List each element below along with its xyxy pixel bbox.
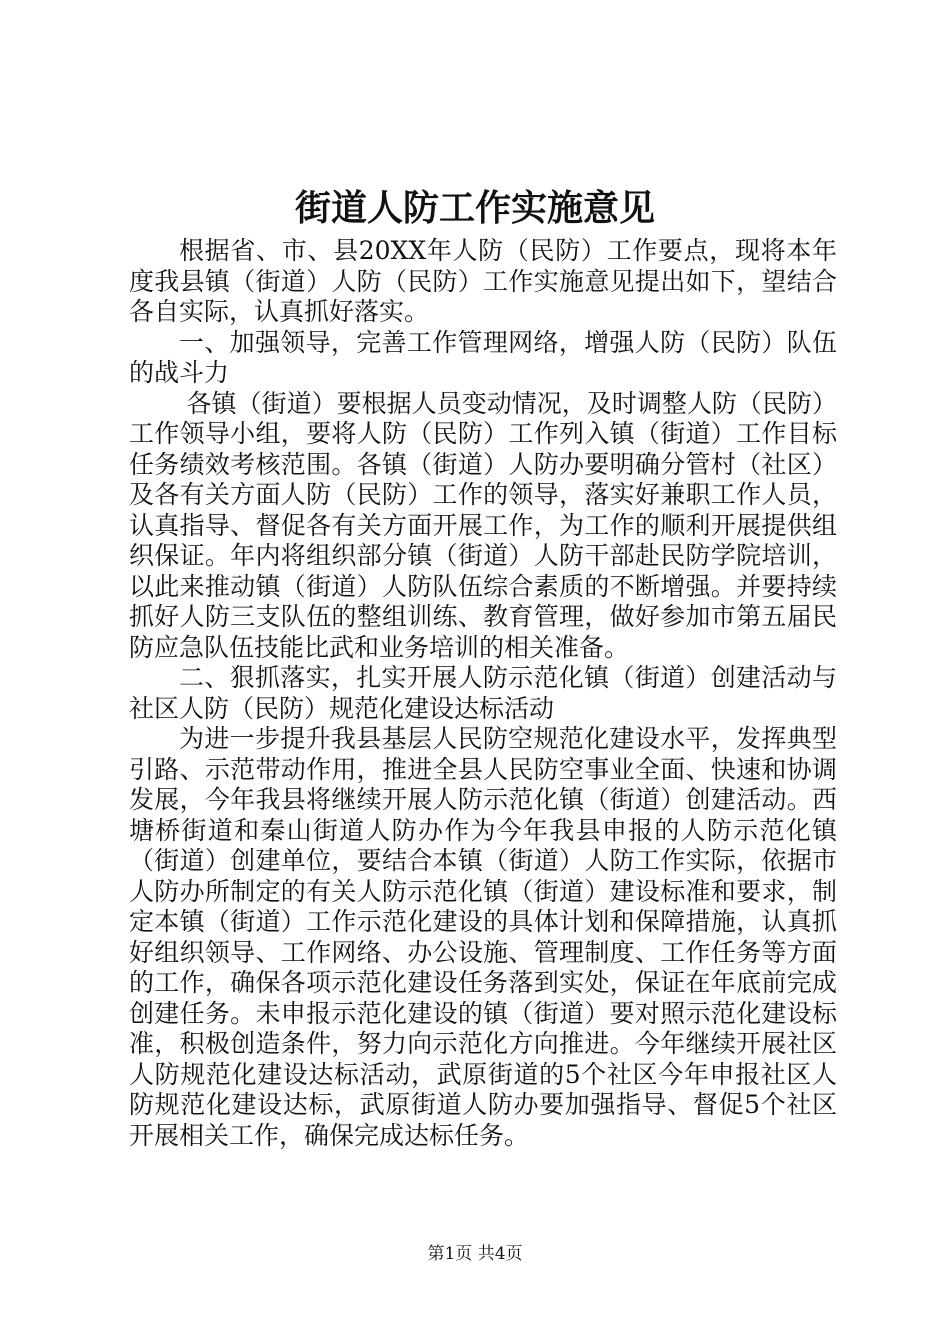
- document-body: [129, 236, 837, 1151]
- section-heading-1: 一、加强领导，完善工作管理网络，增强人防（民防）队伍的战斗力: [129, 327, 837, 387]
- section-1-paragraph: 各镇（街道）要根据人员变动情况，及时调整人防（民防）工作领导小组，要将人防（民防）工作列入镇（街道）工作目标任务绩效考核范围。各镇（街道）人防办要明确分管村（社区）及各有关方面人防（民防）工作的领导，落实好兼职工作人员，认真指导、督促各有关方面开展工作，为工作的顺利开展提供组织保证。年内将组织部分镇（街道）人防干部赴民防学院培训，以此来推动镇（街道）人防队伍综合素质的不断增强。并要持续抓好人防三支队伍的整组训练、教育管理，做好参加市第五届民防应急队伍技能比武和业务培训的相关准备。: [129, 388, 837, 662]
- section-heading-2: 二、狠抓落实，扎实开展人防示范化镇（街道）创建活动与社区人防（民防）规范化建设达标活动: [129, 663, 837, 723]
- section-2-paragraph: 为进一步提升我县基层人民防空规范化建设水平，发挥典型引路、示范带动作用，推进全县人民防空事业全面、快速和协调发展，今年我县将继续开展人防示范化镇（街道）创建活动。西塘桥街道和秦山街道人防办作为今年我县申报的人防示范化镇（街道）创建单位，要结合本镇（街道）人防工作实际，依据市人防办所制定的有关人防示范化镇（街道）建设标准和要求，制定本镇（街道）工作示范化建设的具体计划和保障措施，认真抓好组织领导、工作网络、办公设施、管理制度、工作任务等方面的工作，确保各项示范化建设任务落到实处，保证在年底前完成创建任务。未申报示范化建设的镇（街道）要对照示范化建设标准，积极创造条件，努力向示范化方向推进。今年继续开展社区人防规范化建设达标活动，武原街道的5个社区今年申报社区人防规范化建设达标，武原街道人防办要加强指导、督促5个社区开展相关工作，确保完成达标任务。: [129, 724, 837, 1150]
- document-title: 街道人防工作实施意见: [294, 187, 655, 229]
- intro-paragraph: 根据省、市、县20XX年人防（民防）工作要点，现将本年度我县镇（街道）人防（民防）工作实施意见提出如下，望结合各自实际，认真抓好落实。: [129, 236, 837, 326]
- page-footer: 第1页 共4页: [427, 1244, 523, 1264]
